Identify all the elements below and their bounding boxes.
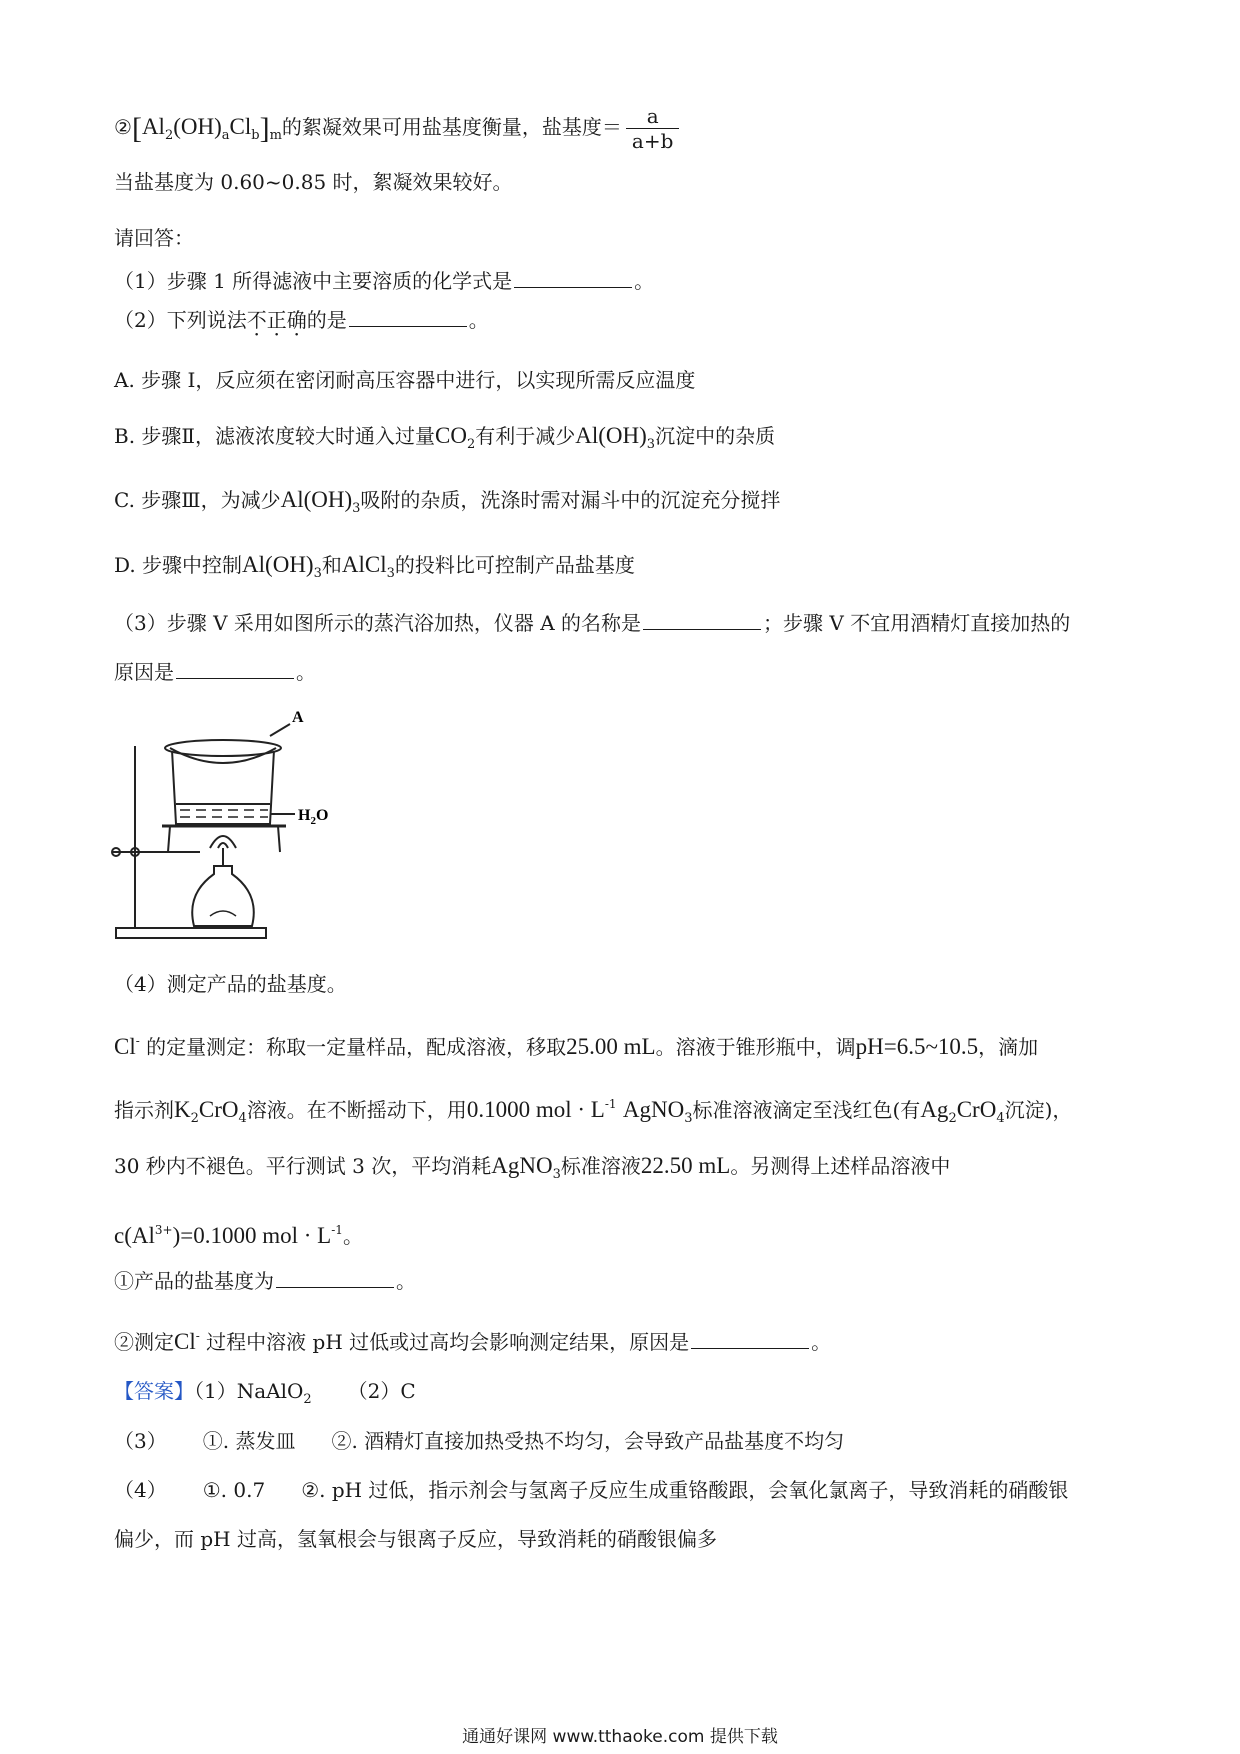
chloride-measurement-line-1: Cl- 的定量测定：称取一定量样品，配成溶液，移取25.00 mL。溶液于锥形瓶中，调pH=6.5~10.5，滴加 — [114, 1034, 1039, 1059]
option-a: A. 步骤 I，反应须在密闭耐高压容器中进行，以实现所需反应温度 — [114, 368, 696, 392]
alcohol-lamp — [192, 866, 254, 926]
steam-bath-apparatus-figure — [110, 706, 330, 946]
answer-blank[interactable] — [514, 265, 632, 288]
please-answer-text: 请回答： — [114, 226, 194, 250]
sub-question-1: ①产品的盐基度为 。 — [114, 1265, 416, 1297]
salt-base-range-text: 当盐基度为 0.60~0.85 时，絮凝效果较好。 — [114, 170, 513, 194]
answer-blank[interactable] — [276, 1265, 394, 1288]
answer-blank[interactable] — [691, 1326, 809, 1349]
label-a: A — [292, 709, 304, 726]
question-2: （2）下列说法不正确的是 。 — [114, 304, 489, 336]
answer-line-1: 【答案】（1）NaAlO$_2$ （2）C — [114, 1379, 416, 1407]
question-4-title: （4）测定产品的盐基度。 — [114, 972, 347, 996]
chloride-measurement-line-3: 30 秒内不褪色。平行测试 3 次，平均消耗AgNO$_3$标准溶液22.50 mL。另测得上述样品溶液中 — [114, 1153, 951, 1182]
answer-line-3: （3） ①. 蒸发皿 ②. 酒精灯直接加热受热不均匀，会导致产品盐基度不均匀 — [114, 1429, 845, 1453]
answer-blank[interactable] — [643, 607, 761, 630]
answer-blank[interactable] — [349, 304, 467, 327]
sub-question-2: ②测定Cl- 过程中溶液 pH 过低或过高均会影响测定结果，原因是 。 — [114, 1320, 831, 1358]
option-b: B. 步骤Ⅱ，滤液浓度较大时通入过量$CO_2$有利于减少$Al(OH)_3$沉淀中的杂质 — [114, 423, 776, 452]
label-h2o: $H_2O$ — [298, 807, 329, 827]
question-3-line-1: （3）步骤 V 采用如图所示的蒸汽浴加热，仪器 A 的名称是 ；步骤 V 不宜用酒精灯直接加热的 — [114, 607, 1070, 639]
answer-blank[interactable] — [176, 656, 294, 679]
answer-tag: 【答案】 — [114, 1379, 194, 1403]
beaker — [172, 750, 274, 824]
salt-base-formula-line: $②[Al_2(OH)_aCl_b]_m$的絮凝效果可用盐基度衡量，盐基度＝ $\frac{a}{a+b}$ — [114, 104, 679, 153]
footer-source: 通通好课网 www.tthaoke.com 提供下载 — [462, 1727, 778, 1747]
chloride-measurement-line-2: 指示剂$K_2CrO_4$溶液。在不断摇动下，用0.1000 mol · $L^{-1}$ AgNO$_3$标准溶液滴定至浅红色(有$Ag_2CrO_4$沉淀)， — [114, 1097, 1073, 1126]
aluminum-concentration-line: $c(Al^{3+})=0.1000$ mol · $L^{-1}$。 — [114, 1223, 363, 1248]
option-c: C. 步骤Ⅲ，为减少$Al(OH)_3$吸附的杂质，洗涤时需对漏斗中的沉淀充分搅拌 — [114, 487, 781, 516]
salt-base-fraction: $\frac{a}{a+b}$ — [626, 104, 679, 153]
option-d: D. 步骤中控制$Al(OH)_3$和AlCl$_3$的投料比可控制产品盐基度 — [114, 552, 635, 581]
answer-line-4: （4） ①. 0.7 ②. pH 过低，指示剂会与氢离子反应生成重铬酸跟，会氧化氯离子，导致消耗的硝酸银 — [114, 1478, 1069, 1502]
question-1: （1）步骤 1 所得滤液中主要溶质的化学式是 。 — [114, 265, 654, 297]
question-3-line-2: 原因是 。 — [114, 656, 316, 688]
answer-line-4-cont: 偏少，而 pH 过高，氢氧根会与银离子反应，导致消耗的硝酸银偏多 — [114, 1527, 717, 1551]
stand-base — [116, 928, 266, 938]
